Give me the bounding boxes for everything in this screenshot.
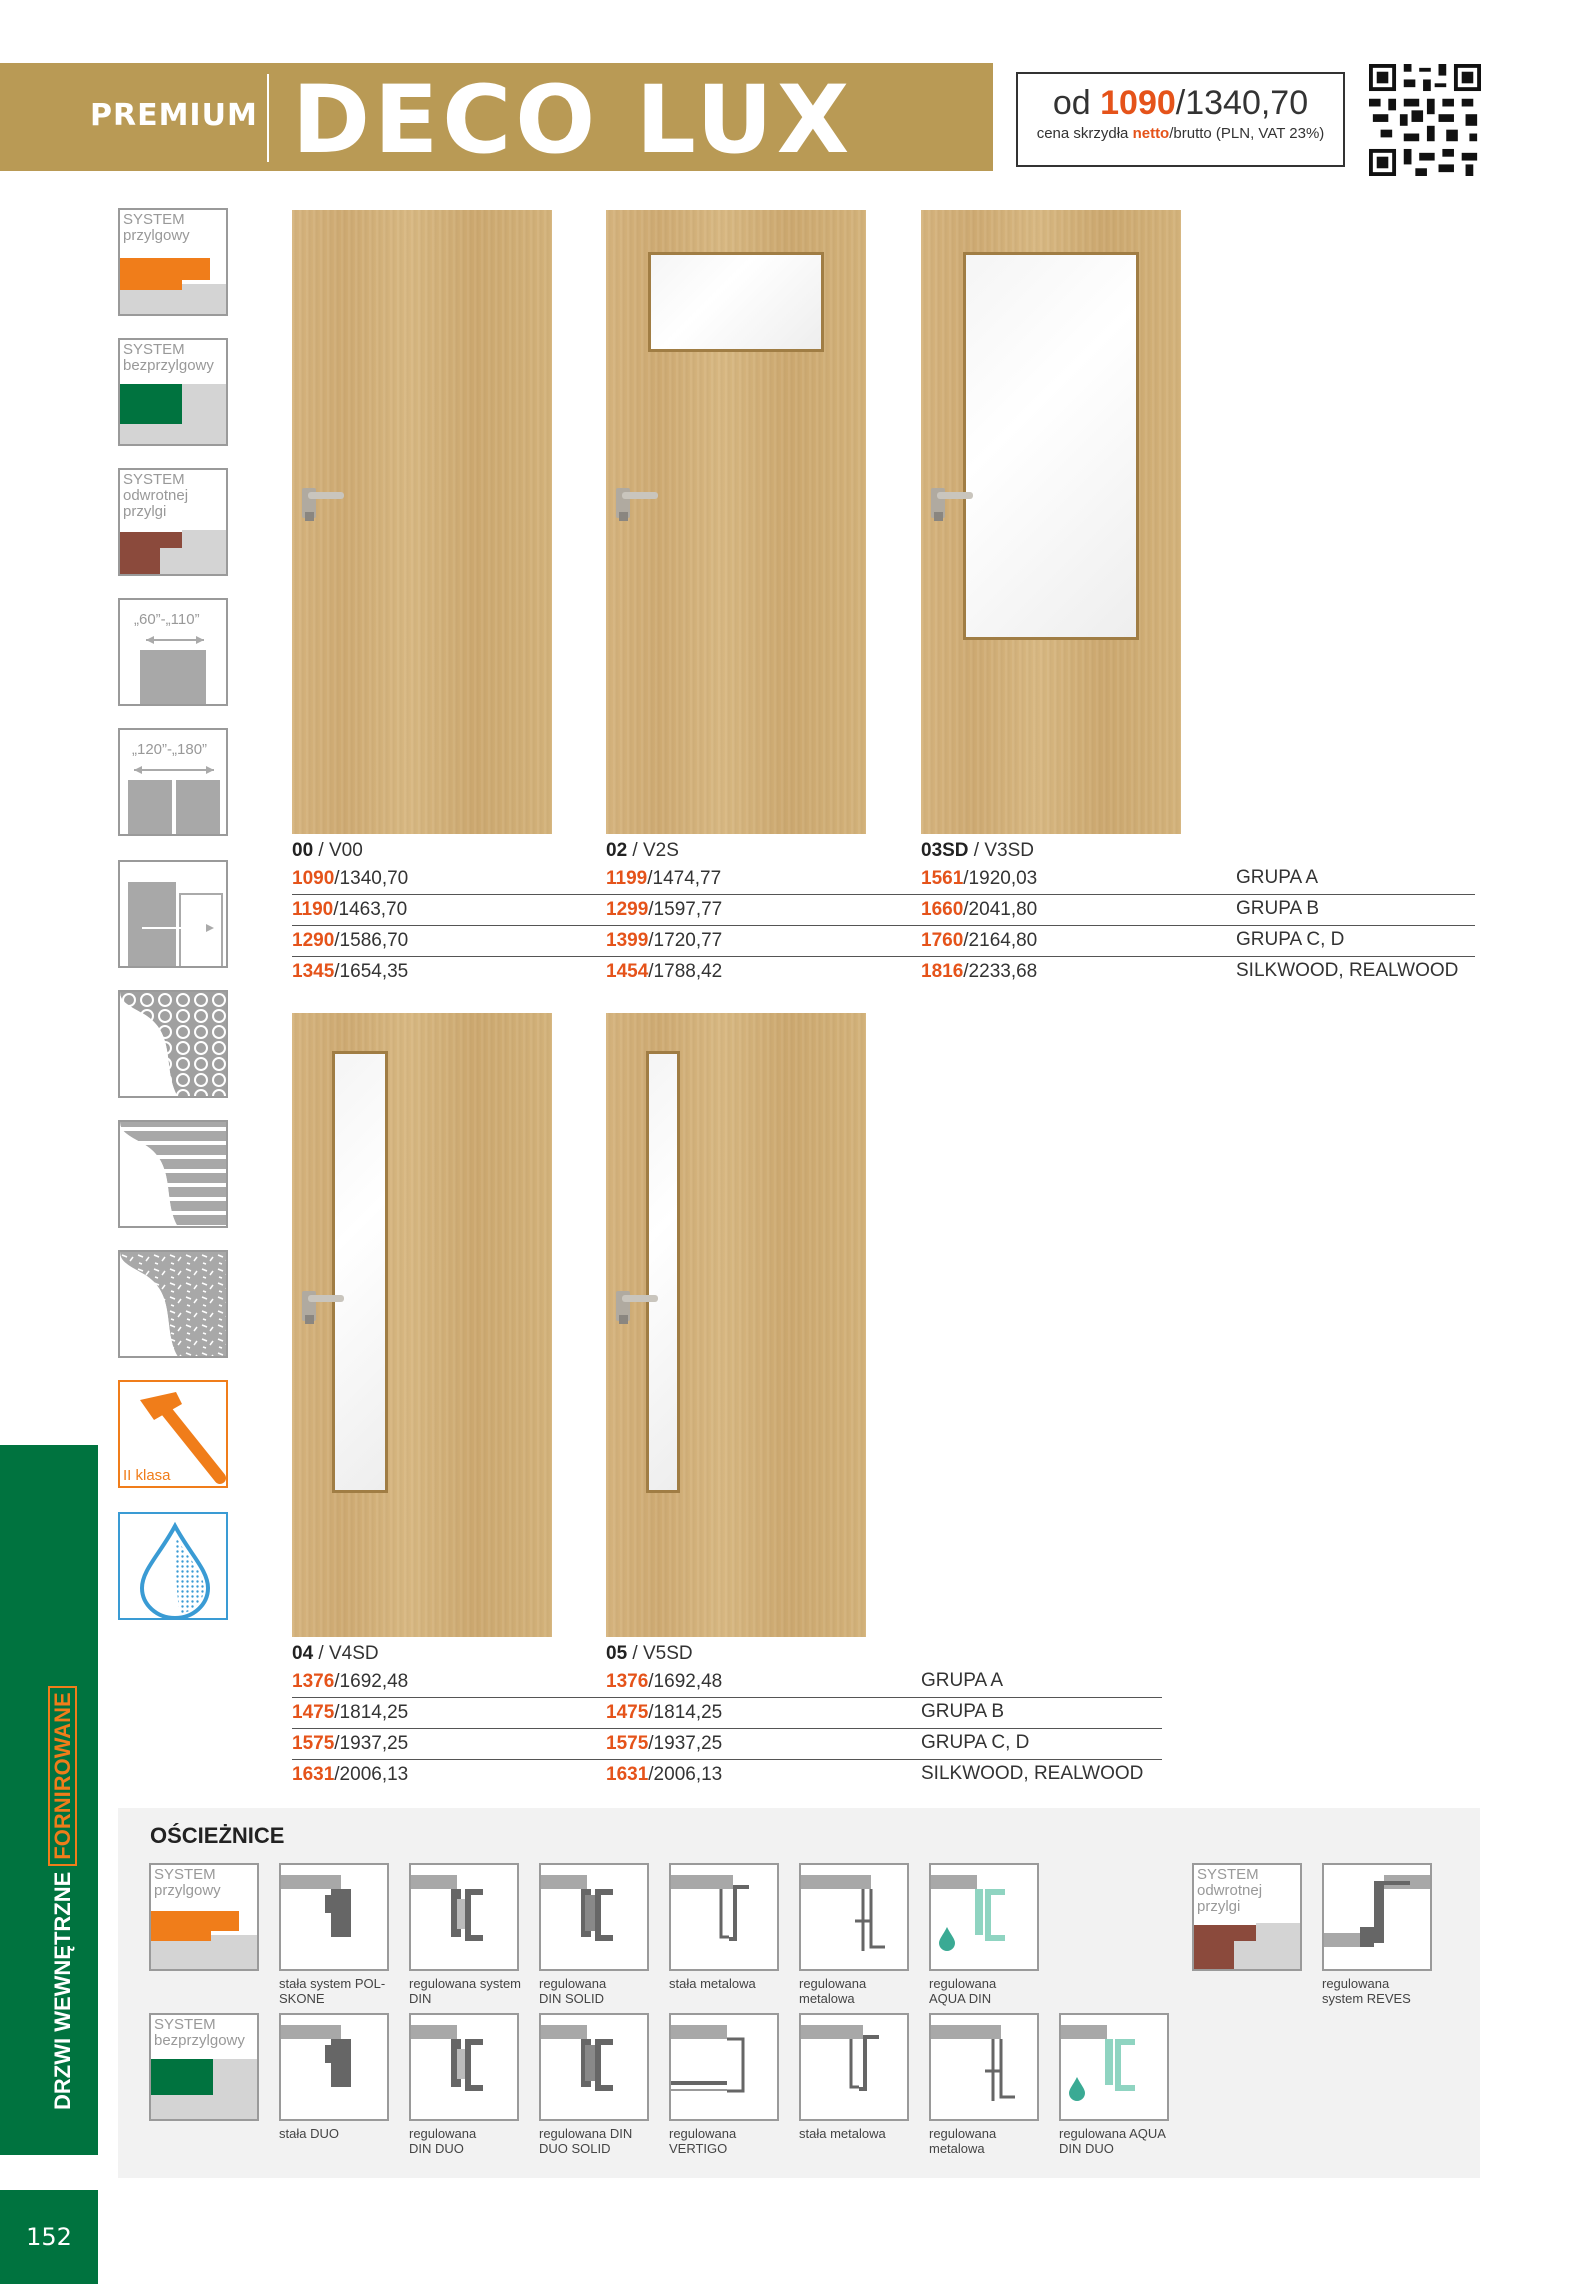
- double-width-tile: „120”-„180”: [118, 728, 228, 836]
- price-box: [1016, 72, 1345, 167]
- honeycomb-icon: [120, 992, 228, 1098]
- particle-core-tile: [118, 1120, 228, 1228]
- group-label: GRUPA A: [921, 1670, 1004, 1691]
- door-model-label: 05 / V5SD: [606, 1643, 693, 1664]
- frame-profile-tile[interactable]: [539, 1863, 649, 1971]
- price-row: 1290/1586,70: [292, 930, 409, 951]
- header-divider: [267, 74, 269, 162]
- price-row: 1475/1814,25: [292, 1702, 409, 1723]
- frame-profile-tile[interactable]: [929, 2013, 1039, 2121]
- reverse-rebate-icon: [1194, 1865, 1300, 1969]
- rebated-profile-icon: [151, 1865, 257, 1969]
- frame-profile-tile[interactable]: [799, 2013, 909, 2121]
- door-00-image: [292, 210, 552, 834]
- frame-label: regulowana DIN DUO SOLID: [539, 2126, 633, 2156]
- frame-label: stała system POL-SKONE: [279, 1976, 386, 2006]
- frame-metal-adjustable-icon: [931, 2015, 1037, 2119]
- frame-profile-tile[interactable]: [669, 2013, 779, 2121]
- frame-metal-adjustable-icon: [801, 1865, 907, 1969]
- door-model-label: 02 / V2S: [606, 840, 679, 861]
- group-label: SILKWOOD, REALWOOD: [921, 1763, 1144, 1784]
- price-row: 1345/1654,35: [292, 961, 409, 982]
- frame-label: regulowana AQUA DIN: [929, 1976, 997, 2006]
- frame-din-solid-icon: [541, 1865, 647, 1969]
- frame-profile-tile[interactable]: [279, 1863, 389, 1971]
- door-03sd-image: [921, 210, 1181, 834]
- group-label: GRUPA A: [1236, 867, 1319, 888]
- price-row: 1575/1937,25: [292, 1733, 409, 1754]
- group-label: GRUPA B: [1236, 898, 1320, 919]
- series-label: PREMIUM: [90, 98, 258, 133]
- frame-label: regulowana DIN DUO: [409, 2126, 477, 2156]
- price-row: 1299/1597,77: [606, 899, 723, 920]
- frame-profile-tile[interactable]: [929, 1863, 1039, 1971]
- group-label: GRUPA C, D: [921, 1732, 1030, 1753]
- frame-label: stała metalowa: [799, 2126, 886, 2141]
- frame-adjustable-icon: [411, 1865, 517, 1969]
- frame-reves-icon: [1324, 1865, 1430, 1969]
- frames-system-przylgowy: SYSTEM przylgowy: [149, 1863, 259, 1971]
- door-model-label: 04 / V4SD: [292, 1643, 379, 1664]
- moisture-resistance-tile: [118, 1512, 228, 1620]
- price-row: 1631/2006,13: [292, 1764, 409, 1785]
- frame-label: regulowana AQUA DIN DUO: [1059, 2126, 1166, 2156]
- price-row: 1376/1692,48: [292, 1671, 409, 1692]
- frame-din-duo-icon: [411, 2015, 517, 2119]
- frame-label: stała DUO: [279, 2126, 339, 2141]
- frames-title: OŚCIEŻNICE: [150, 1823, 285, 1848]
- frames-system-bezprzylgowy: SYSTEM bezprzylgowy: [149, 2013, 259, 2121]
- frame-fixed-icon: [281, 1865, 387, 1969]
- divider: [292, 956, 1475, 957]
- frame-aqua-din-duo-icon: [1061, 2015, 1167, 2119]
- frame-vertigo-icon: [671, 2015, 777, 2119]
- frame-label: regulowana system DIN: [409, 1976, 521, 2006]
- price-row: 1199/1474,77: [606, 868, 722, 889]
- frame-label: regulowana metalowa: [799, 1976, 867, 2006]
- frames-system-odwrotnej: SYSTEM odwrotnej przylgi: [1192, 1863, 1302, 1971]
- price-row: 1760/2164,80: [921, 930, 1038, 951]
- door-04-image: [292, 1013, 552, 1637]
- flush-profile-icon: [151, 2015, 257, 2119]
- price-note: cena skrzydła netto/brutto (PLN, VAT 23%): [1036, 125, 1325, 142]
- single-door-width-icon: [120, 600, 228, 706]
- divider: [292, 1697, 1162, 1698]
- layered-core-icon: [120, 1122, 228, 1228]
- frame-profile-tile[interactable]: [409, 2013, 519, 2121]
- group-label: SILKWOOD, REALWOOD: [1236, 960, 1459, 981]
- group-label: GRUPA B: [921, 1701, 1005, 1722]
- double-door-width-icon: [120, 730, 228, 836]
- frame-profile-tile[interactable]: [1059, 2013, 1169, 2121]
- frame-label: stała metalowa: [669, 1976, 756, 1991]
- rebated-profile-icon: [120, 210, 228, 316]
- price-row: 1454/1788,42: [606, 961, 723, 982]
- frame-profile-tile[interactable]: [409, 1863, 519, 1971]
- category-label: DRZWI WEWNĘTRZNEFORNIROWANE: [50, 1686, 76, 2110]
- price-row: 1475/1814,25: [606, 1702, 723, 1723]
- frame-label: regulowana system REVES: [1322, 1976, 1411, 2006]
- door-swing-icon: [120, 862, 228, 968]
- divider: [292, 1728, 1162, 1729]
- group-label: GRUPA C, D: [1236, 929, 1345, 950]
- door-02-image: [606, 210, 866, 834]
- chipboard-core-tile: [118, 1250, 228, 1358]
- single-width-tile: „60”-„110”: [118, 598, 228, 706]
- frame-label: regulowana DIN SOLID: [539, 1976, 607, 2006]
- divider: [292, 894, 1475, 895]
- price-row: 1190/1463,70: [292, 899, 408, 920]
- reverse-rebate-icon: [120, 470, 228, 576]
- price-row: 1631/2006,13: [606, 1764, 723, 1785]
- frame-profile-tile[interactable]: [799, 1863, 909, 1971]
- opening-direction-tile: [118, 860, 228, 968]
- frame-label: regulowana VERTIGO: [669, 2126, 737, 2156]
- system-bezprzylgowy-tile: SYSTEM bezprzylgowy: [118, 338, 228, 446]
- price-row: 1816/2233,68: [921, 961, 1038, 982]
- frame-metal-icon: [671, 1865, 777, 1969]
- door-model-label: 00 / V00: [292, 840, 363, 861]
- chipboard-icon: [120, 1252, 228, 1358]
- water-drop-icon: [120, 1514, 228, 1620]
- frame-profile-tile[interactable]: [539, 2013, 649, 2121]
- flush-profile-icon: [120, 340, 228, 446]
- frame-metal-icon: [801, 2015, 907, 2119]
- price-row: 1090/1340,70: [292, 868, 409, 889]
- system-odwrotnej-tile: SYSTEM odwrotnej przylgi: [118, 468, 228, 576]
- frame-din-duo-solid-icon: [541, 2015, 647, 2119]
- door-05-image: [606, 1013, 866, 1637]
- price-headline: od 1090/1340,70: [1052, 84, 1309, 122]
- honeycomb-core-tile: [118, 990, 228, 1098]
- divider: [292, 1759, 1162, 1760]
- class-two-tile: II klasa: [118, 1380, 228, 1488]
- price-row: 1376/1692,48: [606, 1671, 723, 1692]
- frame-label: regulowana metalowa: [929, 2126, 997, 2156]
- price-row: 1575/1937,25: [606, 1733, 723, 1754]
- frame-aqua-din-icon: [931, 1865, 1037, 1969]
- frame-profile-tile[interactable]: [669, 1863, 779, 1971]
- product-title: DECO LUX: [292, 66, 854, 175]
- price-row: 1561/1920,03: [921, 868, 1038, 889]
- frame-profile-tile[interactable]: [279, 2013, 389, 2121]
- price-row: 1399/1720,77: [606, 930, 723, 951]
- qr-code-icon[interactable]: [1369, 64, 1481, 176]
- price-row: 1660/2041,80: [921, 899, 1038, 920]
- frame-profile-tile[interactable]: [1322, 1863, 1432, 1971]
- divider: [292, 925, 1475, 926]
- frame-duo-icon: [281, 2015, 387, 2119]
- page-number: 152: [0, 2190, 98, 2284]
- system-przylgowy-tile: SYSTEM przylgowy: [118, 208, 228, 316]
- door-model-label: 03SD / V3SD: [921, 840, 1035, 861]
